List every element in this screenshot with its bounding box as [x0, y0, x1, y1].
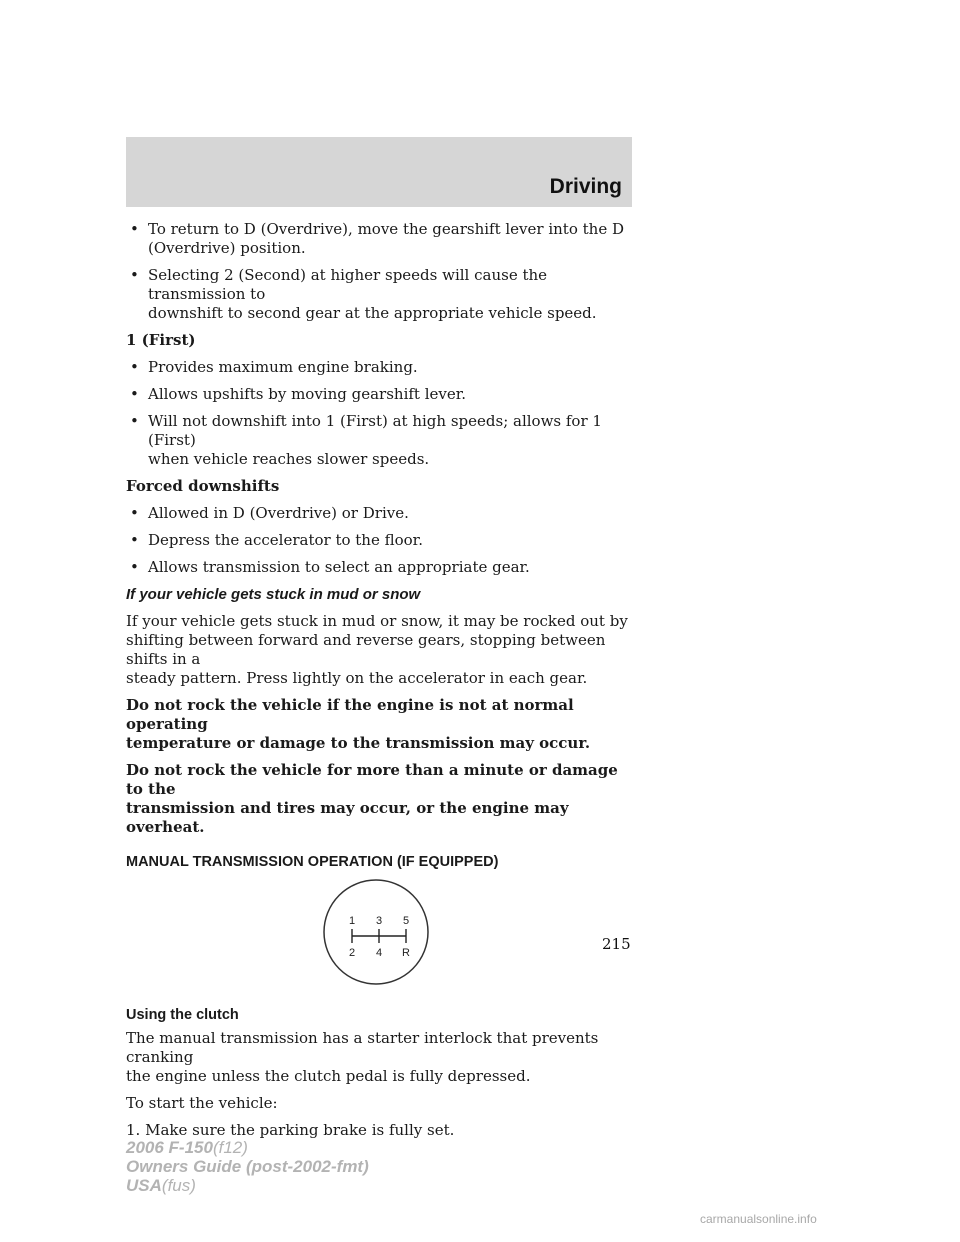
list-item: • Will not downshift into 1 (First) at high speeds; allows for 1 (First) when vehicle reaches slower speeds.	[130, 412, 602, 468]
content	[126, 220, 636, 1148]
step-1: 1. Make sure the parking brake is fully set.	[126, 1121, 455, 1139]
footer-region: USA	[126, 1176, 162, 1195]
bullet-icon: •	[130, 358, 139, 376]
warning-duration: Do not rock the vehicle for more than a minute or damage to the transmission and tires may occur, or the engine may overheat.	[126, 761, 618, 836]
header-band	[126, 137, 632, 207]
bullet-icon: •	[130, 385, 139, 403]
section-title: Driving	[549, 175, 622, 198]
list-item: • Depress the accelerator to the floor.	[130, 531, 423, 549]
bullet-icon: •	[130, 220, 139, 238]
list-item: • Allowed in D (Overdrive) or Drive.	[130, 504, 409, 522]
clutch-heading: Using the clutch	[126, 1007, 239, 1023]
gear-label: 4	[375, 947, 383, 959]
list-item: • Selecting 2 (Second) at higher speeds will cause the transmission to downshift to second gear at the appropriate vehicle speed.	[130, 266, 597, 322]
footer-model-code: (f12)	[212, 1138, 248, 1157]
stuck-heading: If your vehicle gets stuck in mud or snow	[126, 586, 421, 603]
page-number: 215	[602, 935, 631, 953]
shift-pattern-icon	[322, 878, 430, 986]
clutch-paragraph: The manual transmission has a starter interlock that prevents cranking the engine unless the clutch pedal is fully depressed.	[126, 1029, 599, 1085]
gear-label: 3	[375, 915, 383, 927]
bullet-icon: •	[130, 412, 139, 430]
list-item: • Allows transmission to select an appropriate gear.	[130, 558, 530, 576]
watermark: carmanualsonline.info	[700, 1212, 817, 1226]
stuck-paragraph: If your vehicle gets stuck in mud or snow, it may be rocked out by shifting between forward and reverse gears, stopping between shifts in a steady pattern. Press lightly on the accelerator in each gear.	[126, 612, 628, 687]
manual-heading: MANUAL TRANSMISSION OPERATION (IF EQUIPPED)	[126, 854, 499, 870]
footer	[126, 1138, 369, 1195]
first-heading: 1 (First)	[126, 331, 196, 349]
bullet-icon: •	[130, 531, 139, 549]
gear-label: 2	[348, 947, 356, 959]
start-instruction: To start the vehicle:	[126, 1094, 278, 1112]
list-item: • Allows upshifts by moving gearshift lever.	[130, 385, 467, 403]
bullet-icon: •	[130, 504, 139, 522]
forced-heading: Forced downshifts	[126, 477, 280, 495]
bullet-icon: •	[130, 266, 139, 284]
shift-pattern-diagram	[126, 876, 636, 1006]
gear-label: R	[402, 947, 410, 959]
footer-model: 2006 F-150	[126, 1138, 213, 1157]
warning-temperature: Do not rock the vehicle if the engine is not at normal operating temperature or damage to the transmission may occur.	[126, 696, 591, 752]
gear-label: 1	[348, 915, 356, 927]
list-item: • Provides maximum engine braking.	[130, 358, 418, 376]
gear-label: 5	[402, 915, 410, 927]
list-item: • To return to D (Overdrive), move the gearshift lever into the D (Overdrive) position.	[130, 220, 624, 257]
footer-guide: Owners Guide (post-2002-fmt)	[126, 1157, 369, 1176]
footer-region-code: (fus)	[161, 1176, 196, 1195]
bullet-icon: •	[130, 558, 139, 576]
